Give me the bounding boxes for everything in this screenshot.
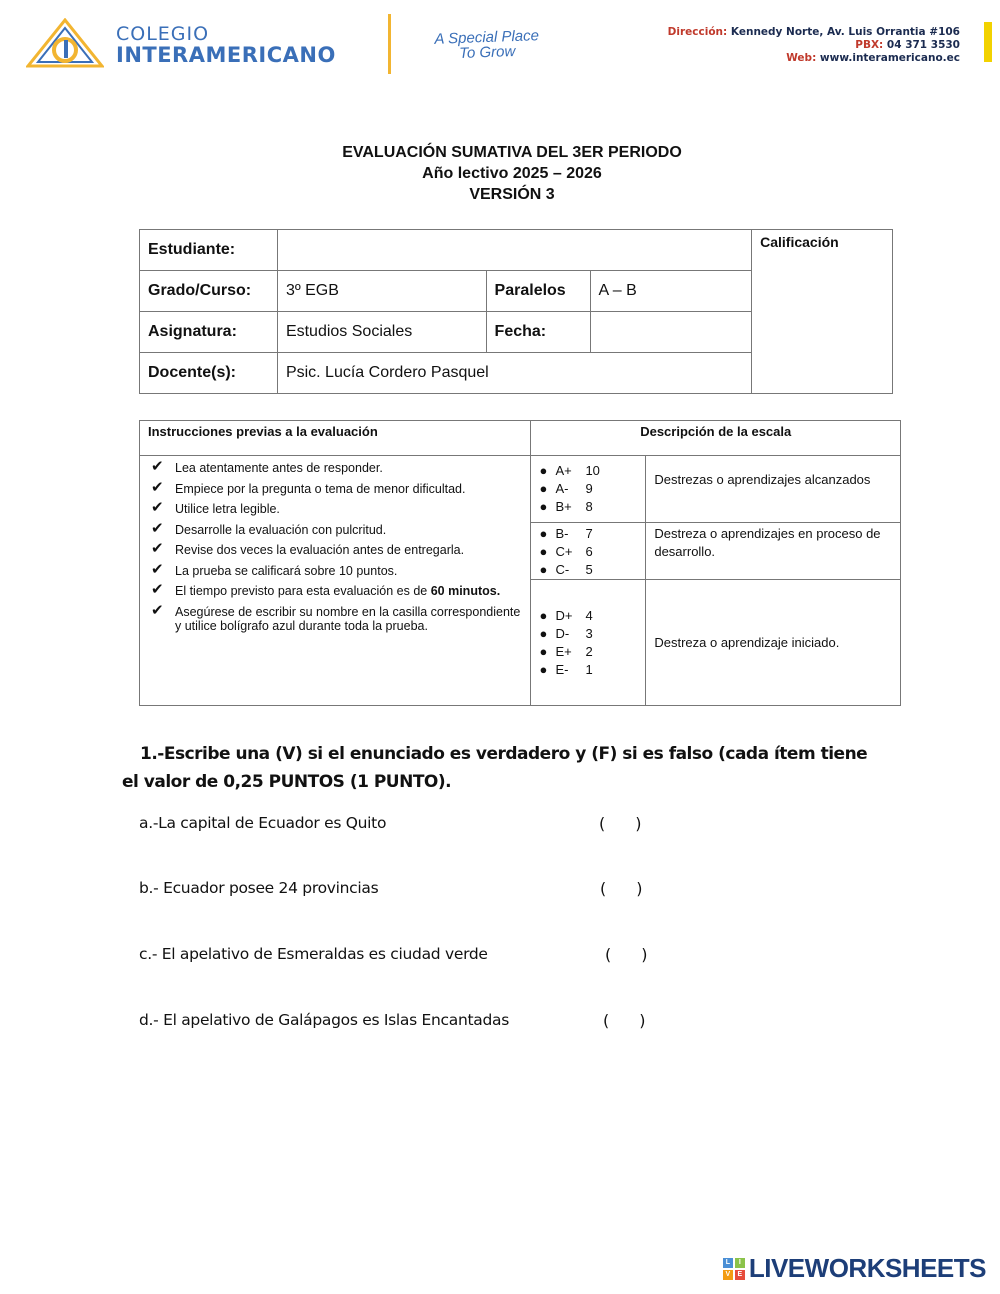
list-item (151, 478, 523, 496)
liveworksheets-brand: LIVEWORKSHEETS (748, 1253, 986, 1283)
web-value: www.interamericano.ec (819, 52, 960, 64)
school-logo (26, 18, 104, 68)
question-1c-text: c.- El apelativo de Esmeraldas es ciudad verde (139, 945, 488, 963)
grade-item: ● D+ 4 (539, 608, 593, 623)
exam-titles (0, 142, 1000, 205)
liveworksheets-grid-icon (723, 1258, 745, 1280)
instructions-list (141, 457, 529, 633)
subject-value: Estudios Sociales (277, 312, 486, 353)
date-field[interactable] (590, 312, 752, 353)
parallel-value: A – B (590, 271, 752, 312)
school-year: Año lectivo 2025 – 2026 (422, 165, 602, 182)
grade-label: Grado/Curso: (140, 271, 278, 312)
list-item (151, 499, 523, 516)
header-divider (388, 14, 391, 74)
instructions-table (139, 420, 901, 706)
instruction-text: Utilice letra legible. (175, 502, 280, 516)
answer-box-b[interactable]: ( ) (600, 879, 643, 898)
scale-description-1: Destrezas o aprendizajes alcanzados (646, 456, 901, 523)
answer-box-a[interactable]: ( ) (599, 814, 642, 833)
grade-item: ● B+ 8 (539, 499, 593, 514)
answer-box-d[interactable]: ( ) (603, 1011, 646, 1030)
student-label: Estudiante: (140, 230, 278, 271)
score-label: Calificación (760, 234, 839, 250)
contact-block (668, 26, 960, 65)
grade-value: 3º EGB (277, 271, 486, 312)
instruction-text: La prueba se calificará sobre 10 puntos. (175, 563, 398, 578)
instructions-cell (140, 456, 531, 706)
check-icon: ✔ (151, 519, 164, 537)
check-icon: ✔ (151, 458, 164, 475)
grade-item: ● A- 9 (539, 481, 593, 496)
list-item (151, 540, 523, 557)
school-name-line1: COLEGIO (116, 23, 210, 45)
list-item (151, 519, 523, 537)
instructions-header: Instrucciones previas a la evaluación (140, 421, 531, 456)
grid-letter: L (723, 1258, 733, 1268)
date-label: Fecha: (486, 312, 590, 353)
list-item (151, 458, 523, 475)
scale-header: Descripción de la escala (531, 421, 901, 456)
grid-letter: I (735, 1258, 745, 1268)
list-item (151, 560, 523, 578)
scale-description-3: Destreza o aprendizaje iniciado. (646, 580, 901, 706)
list-item (151, 581, 523, 598)
question-1b-text: b.- Ecuador posee 24 provincias (139, 879, 379, 897)
score-box[interactable] (752, 230, 893, 394)
question-1a-text: a.-La capital de Ecuador es Quito (139, 814, 387, 832)
liveworksheets-logo (723, 1253, 986, 1284)
student-info-table (139, 229, 893, 394)
scale-grades-1 (531, 456, 646, 523)
scale-grades-3 (531, 580, 646, 706)
grade-item: ● D- 3 (539, 626, 593, 641)
address-value: Kennedy Norte, Av. Luis Orrantia #106 (730, 26, 960, 38)
slogan-line1: A Special Place (434, 27, 540, 48)
check-icon: ✔ (151, 478, 164, 496)
grid-letter: V (723, 1270, 733, 1280)
instruction-text: Empiece por la pregunta o tema de menor dificultad. (175, 481, 466, 496)
instruction-text: Lea atentamente antes de responder. (175, 461, 383, 475)
web-label: Web: (786, 52, 817, 64)
subject-label: Asignatura: (140, 312, 278, 353)
check-icon: ✔ (151, 560, 164, 578)
check-icon: ✔ (151, 499, 164, 516)
exam-version: VERSIÓN 3 (469, 186, 555, 203)
instruction-time: 60 minutos. (430, 584, 501, 598)
grade-item: ● E- 1 (539, 662, 593, 677)
question-1d-text: d.- El apelativo de Galápagos es Islas Encantadas (139, 1011, 509, 1029)
answer-box-c[interactable]: ( ) (605, 945, 648, 964)
grid-letter: E (735, 1270, 745, 1280)
instruction-text: Desarrolle la evaluación con pulcritud. (175, 522, 387, 537)
check-icon: ✔ (151, 540, 164, 557)
school-name (116, 24, 336, 66)
instruction-text: El tiempo previsto para esta evaluación es de (175, 584, 428, 598)
address-label: Dirección: (667, 26, 728, 38)
list-item (151, 601, 523, 633)
grade-item: ● A+ 10 (539, 463, 600, 478)
grade-item: ● C- 5 (539, 562, 593, 577)
student-name-field[interactable] (277, 230, 751, 271)
teacher-value: Psic. Lucía Cordero Pasquel (277, 353, 751, 394)
grade-item: ● C+ 6 (539, 544, 593, 559)
parallel-label: Paralelos (486, 271, 590, 312)
grade-item: ● B- 7 (539, 526, 593, 541)
slogan (412, 27, 563, 62)
teacher-label: Docente(s): (140, 353, 278, 394)
instruction-text: Asegúrese de escribir su nombre en la casilla correspondiente y utilice bolígrafo azul durante toda la prueba. (175, 604, 521, 633)
question-1-heading: 1.-Escribe una (V) si el enunciado es verdadero y (F) si es falso (cada ítem tiene el valor de 0,25 PUNTOS (1 PUNTO). (122, 744, 868, 792)
scale-description-2: Destreza o aprendizajes en proceso de desarrollo. (646, 523, 901, 580)
phone-label: PBX: (855, 39, 884, 51)
phone-value: 04 371 3530 (886, 39, 960, 51)
grade-item: ● E+ 2 (539, 644, 593, 659)
school-name-line2: INTERAMERICANO (116, 43, 336, 67)
exam-title: EVALUACIÓN SUMATIVA DEL 3ER PERIODO (342, 144, 682, 161)
slogan-line2: To Grow (458, 43, 516, 62)
check-icon: ✔ (151, 601, 164, 619)
scale-grades-2 (531, 523, 646, 580)
check-icon: ✔ (151, 581, 164, 598)
instruction-text: Revise dos veces la evaluación antes de entregarla. (175, 543, 465, 557)
header-side-bar (984, 22, 992, 62)
